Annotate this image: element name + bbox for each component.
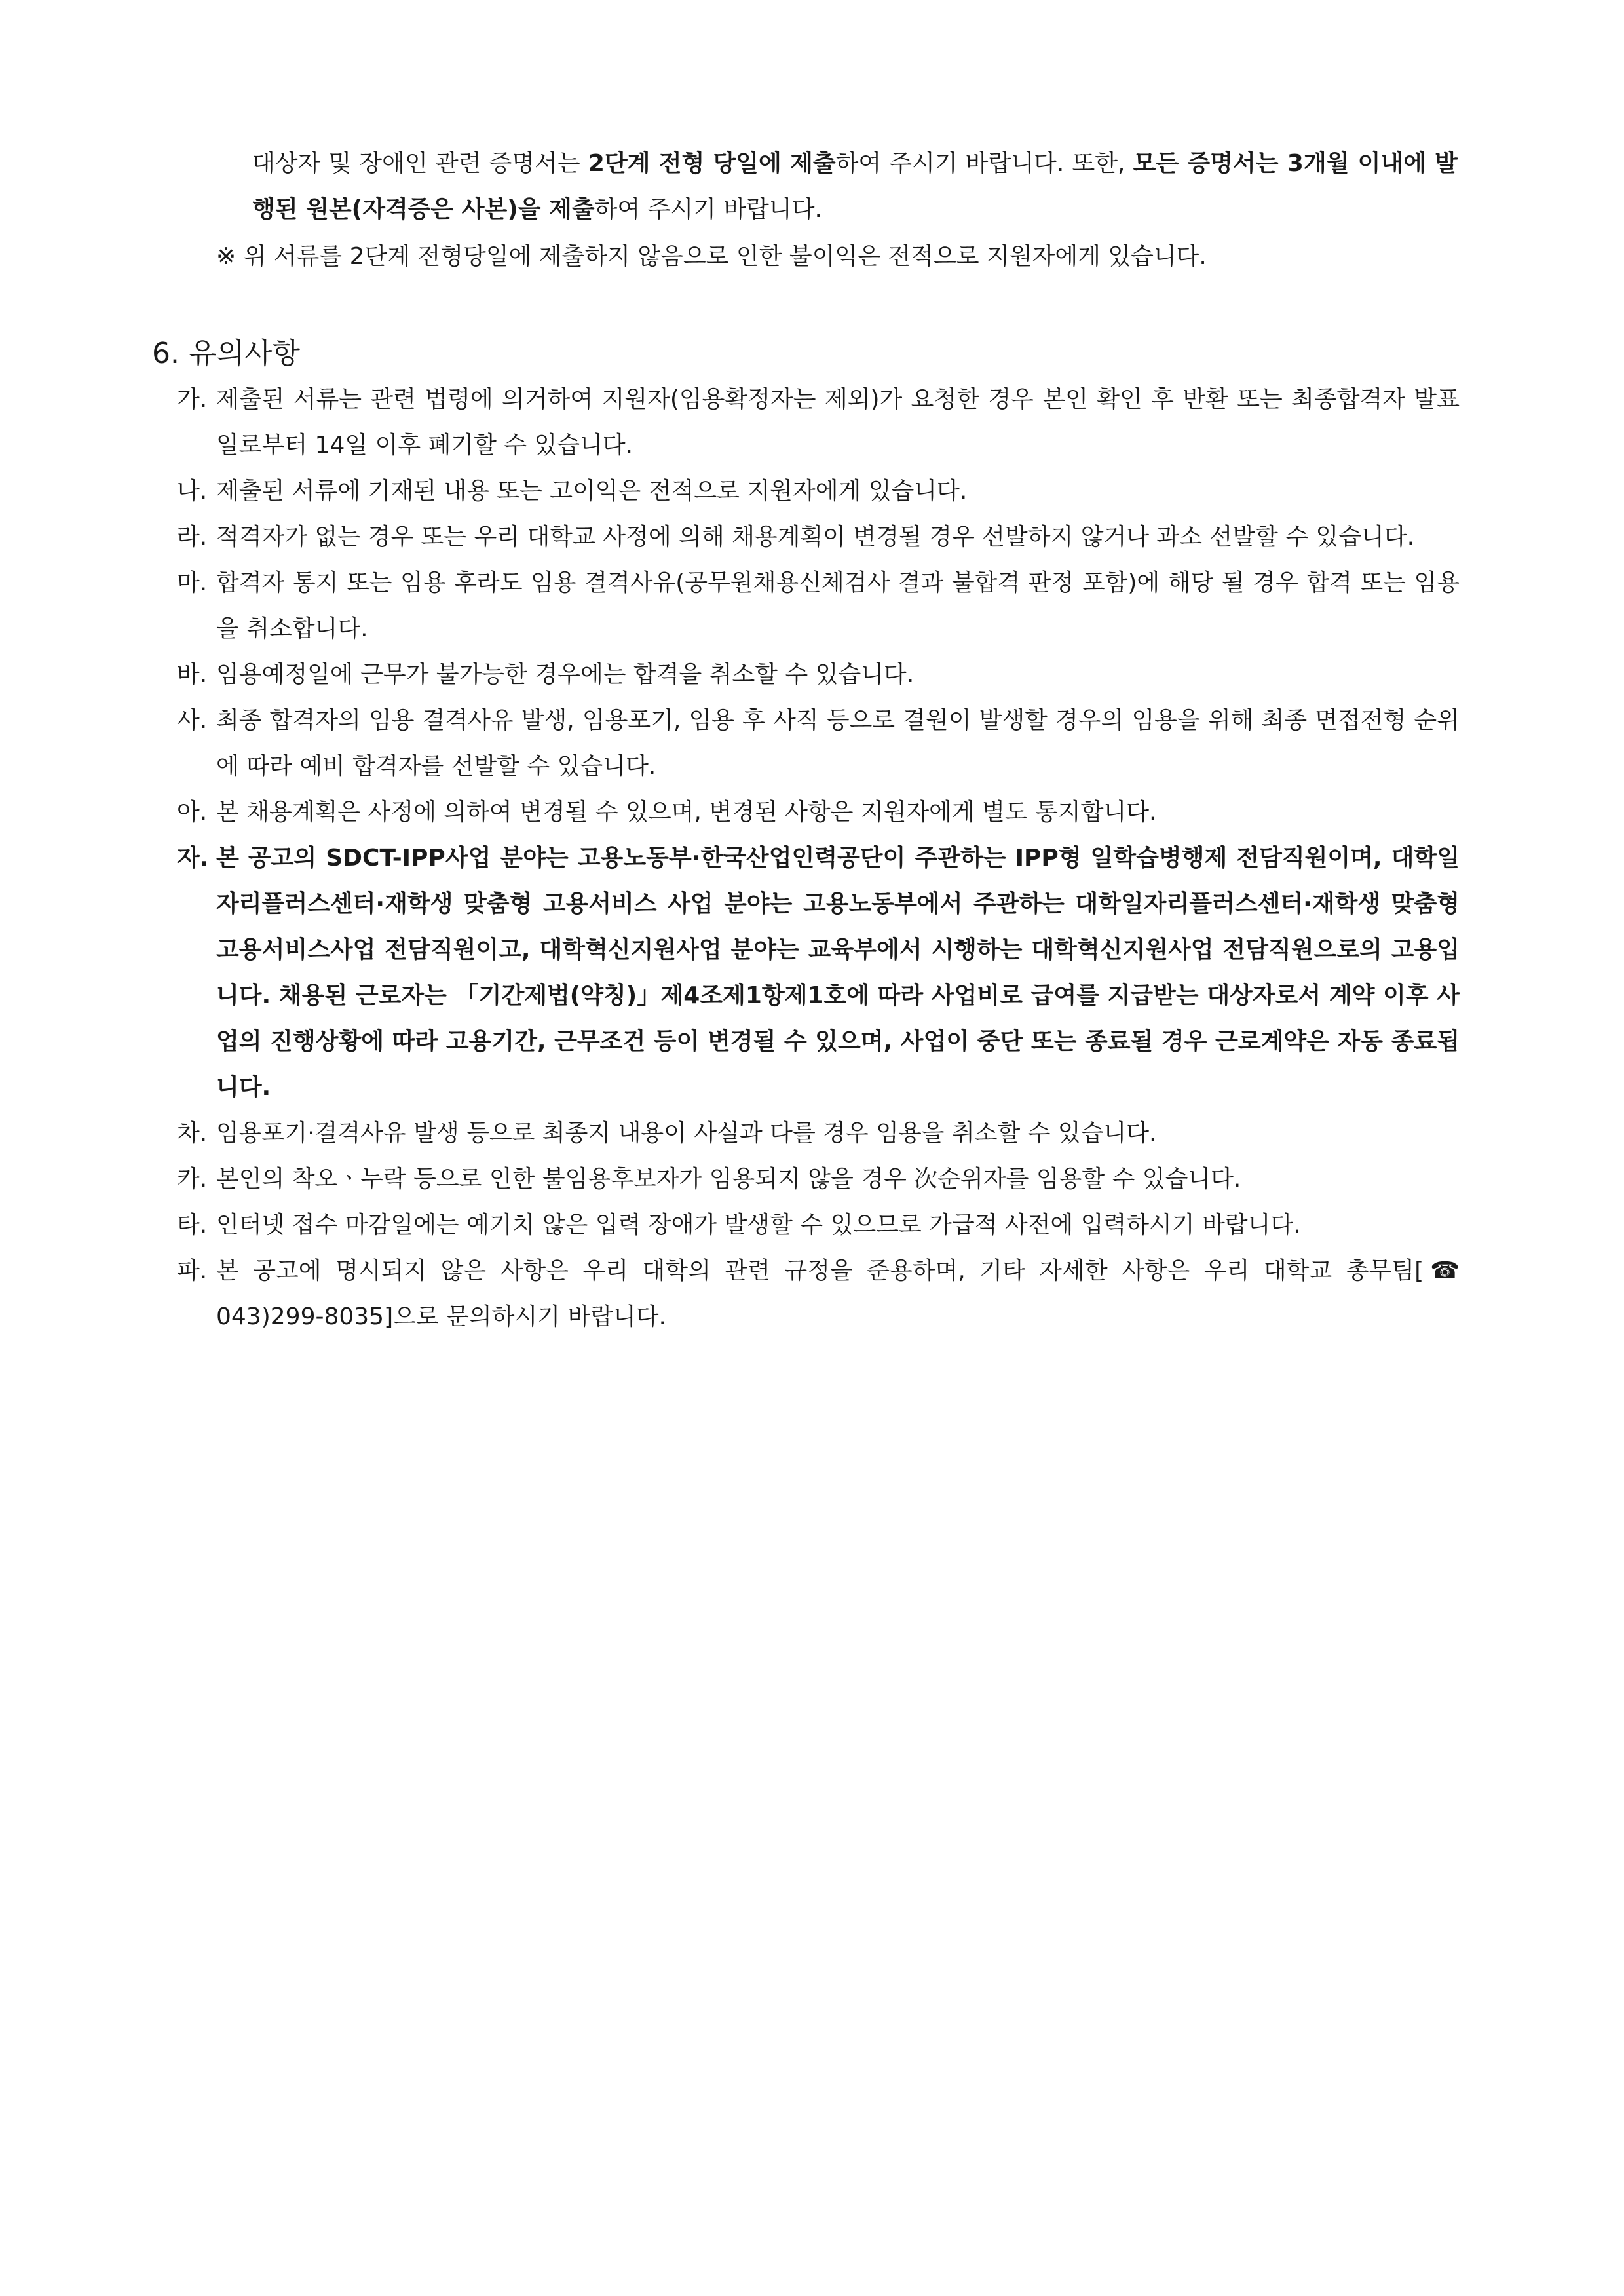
item-marker: 마. (177, 569, 208, 596)
notice-item-ba (177, 652, 1460, 698)
item-marker: 파. (177, 1257, 208, 1284)
intro-paragraph (252, 141, 1458, 233)
notice-item-pa (177, 1248, 1460, 1340)
notice-list (177, 377, 1460, 1340)
item-text: 본 공고에 명시되지 않은 사항은 우리 대학의 관련 규정을 준용하며, 기타 자세한 사항은 우리 대학교 총무팀[☎ 043)299-8035]으로 문의하시기 바랍니다. (216, 1257, 1460, 1330)
item-text: 제출된 서류에 기재된 내용 또는 고이익은 전적으로 지원자에게 있습니다. (216, 478, 968, 505)
notice-item-na (177, 469, 1460, 514)
item-text: 본 채용계획은 사정에 의하여 변경될 수 있으며, 변경된 사항은 지원자에게 별도 통지합니다. (216, 799, 1157, 826)
notice-item-ra (177, 514, 1460, 560)
notice-item-a (177, 790, 1460, 835)
item-text: 임용예정일에 근무가 불가능한 경우에는 합격을 취소할 수 있습니다. (216, 661, 915, 688)
intro-text-1: 대상자 및 장애인 관련 증명서는 (252, 150, 588, 177)
note-line: ※ 위 서류를 2단계 전형당일에 제출하지 않음으로 인한 불이익은 전적으로 지원자에게 있습니다. (216, 243, 1207, 270)
item-text: 제출된 서류는 관련 법령에 의거하여 지원자(임용확정자는 제외)가 요청한 경우 본인 확인 후 반환 또는 최종합격자 발표일로부터 14일 이후 폐기할 수 있습니다. (216, 386, 1460, 459)
item-marker: 나. (177, 478, 208, 505)
item-marker: 라. (177, 524, 208, 550)
notice-item-ja (177, 835, 1460, 1111)
notice-item-sa (177, 698, 1460, 790)
item-text: 본 공고의 SDCT-IPP사업 분야는 고용노동부·한국산업인력공단이 주관하는 IPP형 일학습병행제 전담직원이며, 대학일자리플러스센터·재학생 맞춤형 고용서비스 사업 분야는 고용노동부에서 주관하는 대학일자리플러스센터·재학생 맞춤형 고용서비스사업 전담직원이고, 대학혁신지원사업 분야는 교육부에서 시행하는 대학혁신지원사업 전담직원으로의 고용입니다. 채용된 근로자는 「기간제법(약칭)」제4조제1항제1호에 따라 사업비로 급여를 지급받는 대상자로서 계약 이후 사업의 진행상황에 따라 고용기간, 근무조건 등이 변경될 수 있으며, 사업이 중단 또는 종료될 경우 근로계약은 자동 종료됩니다. (216, 845, 1460, 1101)
item-text: 본인의 착오ㆍ누락 등으로 인한 불임용후보자가 임용되지 않을 경우 次순위자를 임용할 수 있습니다. (216, 1166, 1241, 1193)
item-marker: 가. (177, 386, 208, 413)
item-text: 적격자가 없는 경우 또는 우리 대학교 사정에 의해 채용계획이 변경될 경우 선발하지 않거나 과소 선발할 수 있습니다. (216, 524, 1415, 550)
item-marker: 바. (177, 661, 208, 688)
intro-bold-2: 모든 증명서는 3개월 이내에 발행된 원본(자격증은 사본)을 제출 (252, 150, 1458, 223)
item-text: 합격자 통지 또는 임용 후라도 임용 결격사유(공무원채용신체검사 결과 불합격 판정 포함)에 해당 될 경우 합격 또는 임용을 취소합니다. (216, 569, 1460, 642)
notice-item-ta (177, 1202, 1460, 1248)
intro-text-3: 하여 주시기 바랍니다. (594, 196, 822, 223)
item-text: 임용포기·결격사유 발생 등으로 최종지 내용이 사실과 다를 경우 임용을 취소할 수 있습니다. (216, 1120, 1157, 1147)
notice-item-ga (177, 377, 1460, 469)
item-marker: 타. (177, 1212, 208, 1238)
item-marker: 차. (177, 1120, 208, 1147)
intro-text-2: 하여 주시기 바랍니다. 또한, (835, 150, 1133, 177)
section-heading: 6. 유의사항 (152, 337, 300, 370)
item-marker: 카. (177, 1166, 208, 1193)
notice-item-ma (177, 560, 1460, 652)
item-marker: 자. (177, 845, 209, 871)
intro-bold-1: 2단계 전형 당일에 제출 (588, 150, 836, 177)
item-marker: 사. (177, 707, 208, 734)
item-marker: 아. (177, 799, 208, 826)
notice-item-ka (177, 1157, 1460, 1202)
item-text: 인터넷 접수 마감일에는 예기치 않은 입력 장애가 발생할 수 있으므로 가급적 사전에 입력하시기 바랍니다. (216, 1212, 1301, 1238)
item-text: 최종 합격자의 임용 결격사유 발생, 임용포기, 임용 후 사직 등으로 결원이 발생할 경우의 임용을 위해 최종 면접전형 순위에 따라 예비 합격자를 선발할 수 있습니다. (216, 707, 1460, 780)
notice-item-cha (177, 1111, 1460, 1157)
